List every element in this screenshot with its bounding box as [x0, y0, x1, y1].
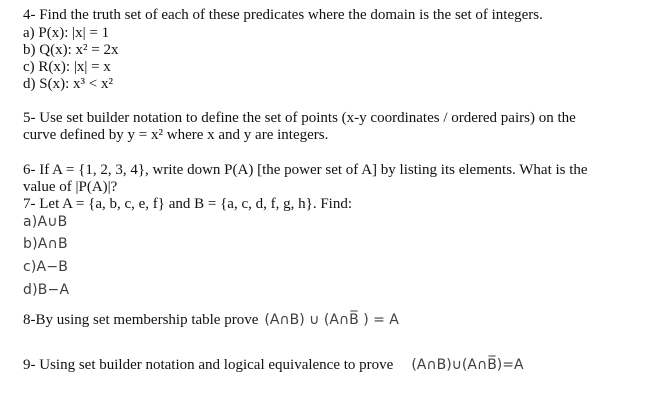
q4-part-c: c) R(x): |x| = x: [23, 59, 111, 75]
q5-line-2: curve defined by y = x² where x and y are integers.: [23, 127, 329, 143]
q8-text: 8-By using set membership table prove: [23, 312, 259, 328]
q7-part-c: c)A−B: [23, 259, 69, 275]
q6-line-1: 6- If A = {1, 2, 3, 4}, write down P(A) [the power set of A] by listing its elements. What is the: [23, 162, 588, 178]
q5-line-1: 5- Use set builder notation to define the set of points (x-y coordinates / ordered pairs) on the: [23, 110, 576, 126]
q6-line-2: value of |P(A)|?: [23, 179, 118, 195]
q7-stem: 7- Let A = {a, b, c, e, f} and B = {a, c, d, f, g, h}. Find:: [23, 196, 352, 212]
q9-formula: (A∩B)∪(A∩B̅)=A: [411, 357, 524, 373]
q4-part-b: b) Q(x): x² = 2x: [23, 42, 119, 58]
question-8: [23, 312, 399, 329]
q8-formula: (A∩B) ∪ (A∩B̅ ) = A: [264, 312, 399, 328]
q7-part-a: a)A∪B: [23, 214, 68, 230]
q7-part-b: b)A∩B: [23, 236, 68, 252]
q4-part-d: d) S(x): x³ < x²: [23, 76, 113, 92]
q4-part-a: a) P(x): |x| = 1: [23, 25, 110, 41]
q7-part-d: d)B−A: [23, 282, 70, 298]
question-9: [23, 357, 524, 374]
q4-stem: 4- Find the truth set of each of these predicates where the domain is the set of integers.: [23, 7, 543, 23]
q9-text: 9- Using set builder notation and logical equivalence to prove: [23, 357, 394, 373]
